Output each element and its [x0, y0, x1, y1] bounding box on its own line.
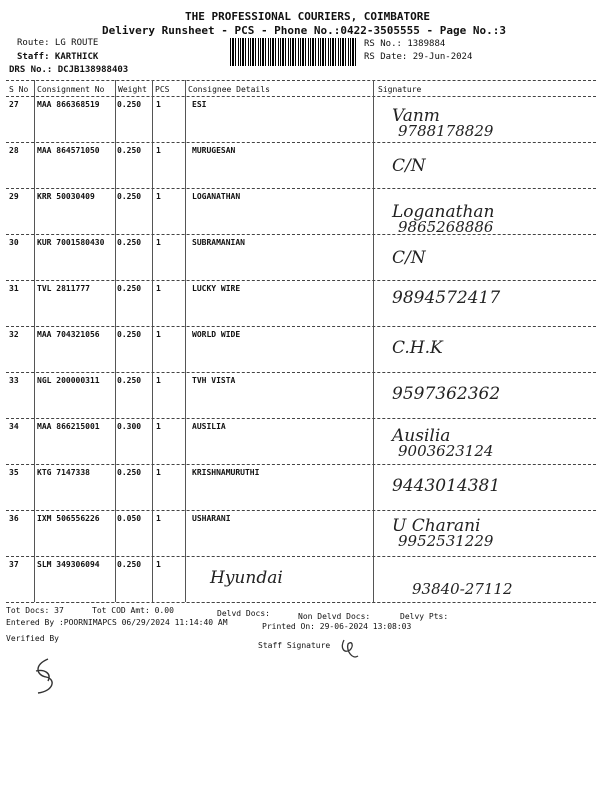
row-divider [6, 464, 596, 465]
table-row [0, 282, 600, 326]
pieces: 1 [156, 514, 161, 523]
pieces: 1 [156, 560, 161, 569]
table-row [0, 466, 600, 510]
consignment-number: TVL 2811777 [37, 284, 90, 293]
consignee-name: USHARANI [192, 514, 231, 523]
staff-signature-label: Staff Signature [258, 641, 331, 650]
consignment-number: MAA 866368519 [37, 100, 100, 109]
handwritten-signature: C/N [392, 248, 426, 268]
row-divider [6, 188, 596, 189]
route-label: Route: LG ROUTE [17, 38, 99, 48]
handwritten-phone: 9788178829 [398, 122, 494, 140]
pieces: 1 [156, 192, 161, 201]
handwritten-signature: Loganathan [392, 202, 495, 222]
weight: 0.250 [117, 560, 142, 569]
weight: 0.250 [117, 100, 142, 109]
handwritten-signature: Hyundai [210, 568, 283, 588]
total-docs: Tot Docs: 37 [6, 606, 64, 615]
printed-on: Printed On: 29-06-2024 13:08:03 [262, 622, 412, 631]
handwritten-phone: 9865268886 [398, 218, 494, 236]
row-divider [6, 142, 596, 143]
drs-number: DRS No.: DCJB138988403 [9, 65, 129, 75]
handwritten-signature: Ausilia [392, 426, 451, 446]
handwritten-signature: Vanm [392, 106, 440, 126]
footer-rule [6, 602, 596, 603]
col-pcs: PCS [155, 85, 170, 94]
col-consignment: Consignment No [37, 85, 105, 94]
staff-signature [338, 636, 362, 664]
row-divider [6, 556, 596, 557]
verified-by: Verified By [6, 634, 59, 643]
serial-number: 30 [9, 238, 19, 247]
weight: 0.250 [117, 330, 142, 339]
consignee-name: KRISHNAMURUTHI [192, 468, 260, 477]
table-row [0, 374, 600, 418]
weight: 0.300 [117, 422, 142, 431]
consignee-name: TVH VISTA [192, 376, 236, 385]
consignment-number: KRR 50030409 [37, 192, 95, 201]
row-divider [6, 280, 596, 281]
header-bottom-rule [6, 96, 596, 97]
serial-number: 32 [9, 330, 19, 339]
consignee-name: WORLD WIDE [192, 330, 241, 339]
handwritten-phone: 93840-27112 [412, 580, 513, 598]
serial-number: 29 [9, 192, 19, 201]
weight: 0.250 [117, 468, 142, 477]
pieces: 1 [156, 422, 161, 431]
barcode [230, 38, 358, 66]
weight: 0.250 [117, 192, 142, 201]
verifier-signature [28, 655, 62, 697]
weight: 0.250 [117, 284, 142, 293]
pieces: 1 [156, 238, 161, 247]
row-divider [6, 418, 596, 419]
table-row [0, 190, 600, 234]
handwritten-phone: 9952531229 [398, 532, 494, 550]
pieces: 1 [156, 100, 161, 109]
table-row [0, 558, 600, 602]
serial-number: 31 [9, 284, 19, 293]
consignment-number: SLM 349306094 [37, 560, 100, 569]
consignee-name: LUCKY WIRE [192, 284, 241, 293]
serial-number: 36 [9, 514, 19, 523]
weight: 0.250 [117, 376, 142, 385]
serial-number: 37 [9, 560, 19, 569]
consignment-number: NGL 200000311 [37, 376, 100, 385]
rs-number: RS No.: 1389884 [364, 39, 446, 49]
pieces: 1 [156, 376, 161, 385]
table-row [0, 420, 600, 464]
delivered-docs: Delvd Docs: [217, 609, 270, 618]
consignment-number: MAA 866215001 [37, 422, 100, 431]
entered-by: Entered By :POORNIMAPCS 06/29/2024 11:14:40 AM [6, 618, 228, 627]
rs-date: RS Date: 29-Jun-2024 [364, 52, 473, 62]
row-divider [6, 326, 596, 327]
col-sno: S No [9, 85, 29, 94]
delivery-points: Delvy Pts: [400, 612, 449, 621]
consignee-name: SUBRAMANIAN [192, 238, 245, 247]
handwritten-signature: U Charani [392, 516, 481, 536]
table-row [0, 98, 600, 142]
pieces: 1 [156, 284, 161, 293]
handwritten-phone: 9003623124 [398, 442, 494, 460]
row-divider [6, 510, 596, 511]
pieces: 1 [156, 468, 161, 477]
consignee-name: MURUGESAN [192, 146, 236, 155]
weight: 0.250 [117, 146, 142, 155]
table-row [0, 512, 600, 556]
col-consignee: Consignee Details [188, 85, 270, 94]
col-signature: Signature [378, 85, 422, 94]
weight: 0.050 [117, 514, 142, 523]
row-divider [6, 234, 596, 235]
handwritten-signature: C.H.K [392, 338, 443, 358]
consignment-number: KUR 7001580430 [37, 238, 105, 247]
non-delivered-docs: Non Delvd Docs: [298, 612, 371, 621]
serial-number: 35 [9, 468, 19, 477]
runsheet-subtitle: Delivery Runsheet - PCS - Phone No.:0422-3505555 - Page No.:3 [102, 24, 506, 37]
consignment-number: KTG 7147338 [37, 468, 90, 477]
table-row [0, 236, 600, 280]
handwritten-signature: 9894572417 [392, 288, 501, 308]
handwritten-signature: 9597362362 [392, 384, 501, 404]
serial-number: 28 [9, 146, 19, 155]
row-divider [6, 372, 596, 373]
consignment-number: MAA 864571050 [37, 146, 100, 155]
serial-number: 34 [9, 422, 19, 431]
serial-number: 27 [9, 100, 19, 109]
consignee-name: AUSILIA [192, 422, 226, 431]
header-top-rule [6, 80, 596, 81]
pieces: 1 [156, 330, 161, 339]
consignee-name: ESI [192, 100, 207, 109]
col-weight: Weight [118, 85, 147, 94]
pieces: 1 [156, 146, 161, 155]
consignment-number: IXM 506556226 [37, 514, 100, 523]
consignee-name: LOGANATHAN [192, 192, 241, 201]
weight: 0.250 [117, 238, 142, 247]
handwritten-signature: C/N [392, 156, 426, 176]
company-title: THE PROFESSIONAL COURIERS, COIMBATORE [185, 10, 431, 23]
serial-number: 33 [9, 376, 19, 385]
staff-label: Staff: KARTHICK [17, 52, 99, 62]
table-row [0, 144, 600, 188]
table-row [0, 328, 600, 372]
consignment-number: MAA 704321056 [37, 330, 100, 339]
total-cod: Tot COD Amt: 0.00 [92, 606, 174, 615]
handwritten-signature: 9443014381 [392, 476, 501, 496]
